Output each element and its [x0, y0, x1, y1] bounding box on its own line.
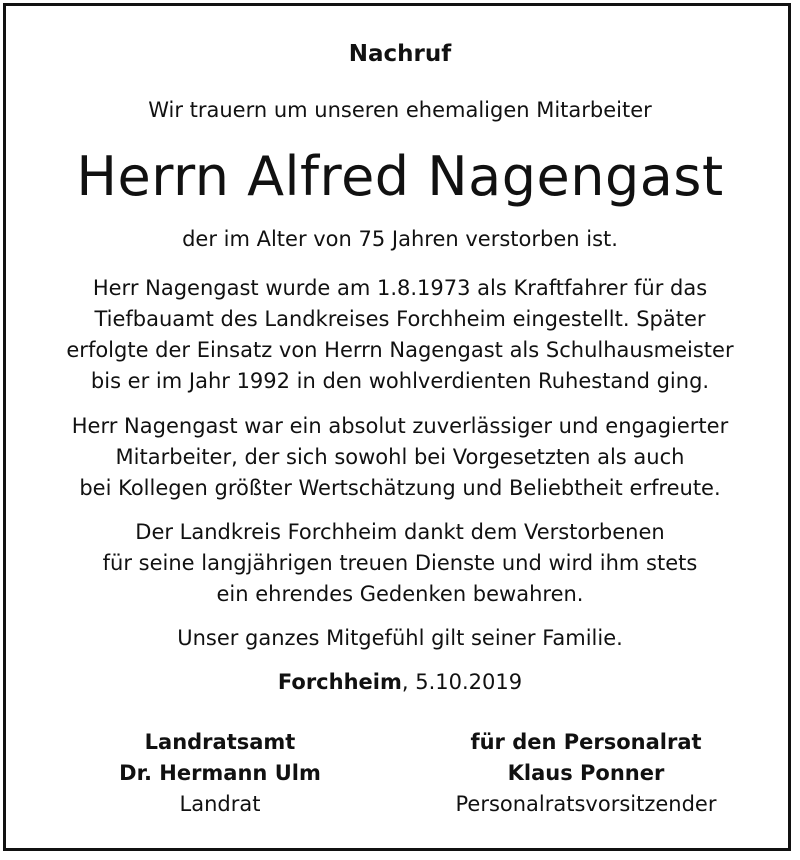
signature-left — [40, 727, 400, 820]
paragraph-line: Herr Nagengast war ein absolut zuverlässiger und engagierter — [71, 414, 729, 438]
paragraph-line: bei Kollegen größter Wertschätzung und Beliebtheit erfreute. — [79, 476, 721, 500]
deceased-name: Herrn Alfred Nagengast — [76, 145, 724, 208]
signature-organization: Landratsamt — [144, 730, 296, 754]
signature-person: Klaus Ponner — [507, 761, 665, 785]
notice-title: Nachruf — [348, 41, 452, 67]
paragraph-line: bis er im Jahr 1992 in den wohlverdienten Ruhestand ging. — [90, 369, 710, 393]
paragraph-line: Mitarbeiter, der sich sowohl bei Vorgesetzten als auch — [115, 445, 685, 469]
signature-organization: für den Personalrat — [470, 730, 702, 754]
paragraph-line: Der Landkreis Forchheim dankt dem Verstorbenen — [135, 520, 665, 544]
place-date-line — [0, 668, 800, 696]
paragraph-line: Tiefbauamt des Landkreises Forchheim eingestellt. Später — [94, 307, 706, 331]
paragraph-line: Herr Nagengast wurde am 1.8.1973 als Kraftfahrer für das — [92, 276, 708, 300]
signature-role: Personalratsvorsitzender — [455, 792, 717, 816]
age-line: der im Alter von 75 Jahren verstorben ist. — [182, 227, 618, 251]
sympathy-line: Unser ganzes Mitgefühl gilt seiner Familie. — [177, 626, 623, 650]
notice-date: , 5.10.2019 — [401, 670, 523, 694]
signature-person: Dr. Hermann Ulm — [119, 761, 321, 785]
signature-role: Landrat — [179, 792, 261, 816]
place-name: Forchheim — [277, 670, 402, 694]
paragraph-line: für seine langjährigen treuen Dienste und wird ihm stets — [102, 551, 698, 575]
intro-line: Wir trauern um unseren ehemaligen Mitarbeiter — [148, 98, 652, 122]
paragraph-line: ein ehrendes Gedenken bewahren. — [216, 582, 584, 606]
signature-right — [406, 727, 766, 820]
paragraph-line: erfolgte der Einsatz von Herrn Nagengast als Schulhausmeister — [66, 338, 734, 362]
